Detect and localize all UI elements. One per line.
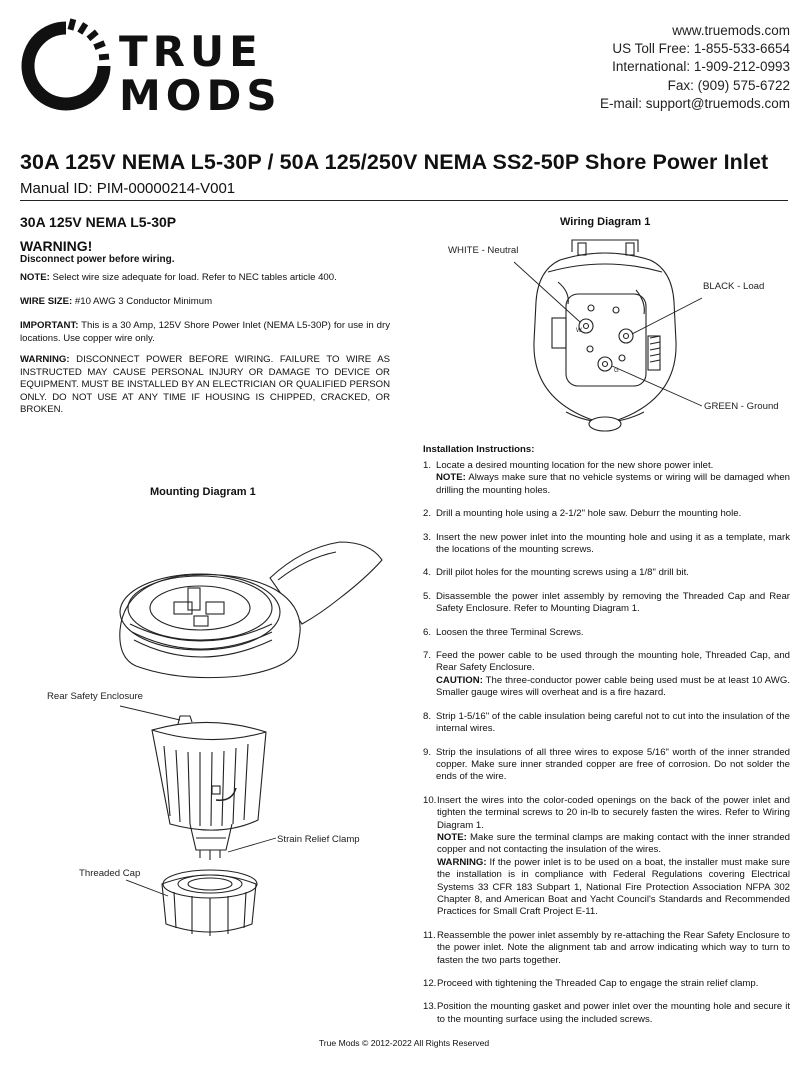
important-paragraph <box>20 320 390 345</box>
threaded-cap-label: Threaded Cap <box>79 868 141 879</box>
rear-enclosure-leader <box>120 706 180 720</box>
step-10: 10. Insert the wires into the color-coded openings on the back of the power inlet and tighten the terminal screws to 20 in-lb to securely fasten the wires. Refer to Wiring Diagram 1. NOTE: Make sure the terminal clamps are making contact with the inner stranded copper and not contacting the insulation of the wires. WARNING: If the power inlet is to be used on a boat, the installer must make sure the installation is in compliance with Federal Regulations covering Electrical Systems 33 CFR 183 Subpart 1, National Fire Protection Association NFPA 302 Chapter 8, and American Boat and Yacht Council's Standards and Recommended Practices for Small Craft Project E-11. <box>423 794 790 918</box>
title-divider <box>20 200 788 201</box>
toll-free-phone: US Toll Free: 1-855-533-6654 <box>612 41 790 57</box>
terminal-g-label: G <box>614 368 619 374</box>
warning-subheading: Disconnect power before wiring. <box>20 254 175 265</box>
footer-copyright: True Mods © 2012-2022 All Rights Reserved <box>318 1038 490 1048</box>
step-1: 1. Locate a desired mounting location for the new shore power inlet. NOTE: Always make sure that no vehicle systems or wiring will be damaged when drilling the mounting holes. <box>423 460 790 496</box>
important-text: This is a 30 Amp, 125V Shore Power Inlet (NEMA L5-30P) for use in dry locations. Use copper wire only. <box>20 320 390 344</box>
mounting-diagram-title: Mounting Diagram 1 <box>150 486 256 498</box>
step-4: 4. Drill pilot holes for the mounting screws using a 1/8" drill bit. <box>423 567 689 579</box>
step-2: 2. Drill a mounting hole using a 2-1/2" hole saw. Deburr the mounting hole. <box>423 508 742 520</box>
note-text: Select wire size adequate for load. Refer to NEC tables article 400. <box>49 272 337 283</box>
brand-line1: TRUE <box>119 27 263 76</box>
warning-paragraph <box>20 354 390 417</box>
true-mods-logo <box>14 14 284 114</box>
wire-size-label: WIRE SIZE: <box>20 296 73 307</box>
warning-label: WARNING: <box>20 354 70 365</box>
international-phone: International: 1-909-212-0993 <box>612 59 790 75</box>
threaded-cap-leader <box>126 880 168 896</box>
strain-relief-leader <box>228 838 276 852</box>
document-title: 30A 125V NEMA L5-30P / 50A 125/250V NEMA SS2-50P Shore Power Inlet <box>20 150 769 174</box>
white-neutral-label: WHITE - Neutral <box>448 245 519 256</box>
inlet-body-icon <box>120 575 300 678</box>
fax-number: Fax: (909) 575-6722 <box>667 77 790 93</box>
step-3: 3. Insert the new power inlet into the mounting hole and using it as a template, mark the locations of the mounting screws. <box>423 531 790 556</box>
warning-text: DISCONNECT POWER BEFORE WIRING. FAILURE TO WIRE AS INSTRUCTED MAY CAUSE PERSONAL INJURY OR DAMAGE TO DEVICE OR EQUIPMENT. MUST BE INSTALLED BY AN ELECTRICIAN OR QUALIFIED PERSON ONLY. DO NOT USE AT ANY TIME IF HOUSING IS CHIPPED, CRACKED, OR BROKEN. <box>20 354 390 416</box>
note-paragraph <box>20 272 390 285</box>
inlet-housing-outline <box>534 253 676 424</box>
wire-size-paragraph <box>20 296 390 309</box>
terminal-w-label: W <box>576 328 582 334</box>
note-label: NOTE: <box>20 272 50 283</box>
installation-steps <box>423 460 790 1037</box>
step-8: 8. Strip 1-5/16" of the cable insulation being careful not to cut into the insulation of the internal wires. <box>423 710 790 735</box>
website-link[interactable]: www.truemods.com <box>672 23 790 38</box>
wiring-diagram-title: Wiring Diagram 1 <box>560 216 651 228</box>
rear-enclosure-icon <box>152 722 266 830</box>
black-leader-line <box>632 298 702 334</box>
white-leader-line <box>514 262 580 322</box>
section-title: 30A 125V NEMA L5-30P <box>20 214 177 230</box>
brand-line2: MODS <box>119 71 282 114</box>
step-5: 5. Disassemble the power inlet assembly by removing the Threaded Cap and Rear Safety Enclosure. Refer to Mounting Diagram 1. <box>423 590 790 615</box>
wire-size-text: #10 AWG 3 Conductor Minimum <box>72 296 213 307</box>
green-ground-label: GREEN - Ground <box>704 401 779 412</box>
strain-relief-clamp-label: Strain Relief Clamp <box>277 834 360 845</box>
black-load-label: BLACK - Load <box>703 281 765 292</box>
step-7: 7. Feed the power cable to be used through the mounting hole, Threaded Cap, and Rear Safety Enclosure. CAUTION: The three-conductor power cable being used must be at least 10 AWG. Smaller gauge wires will overheat and is a fire hazard. <box>423 650 790 699</box>
step-13: 13. Position the mounting gasket and power inlet over the mounting hole and secure it to the mounting surface using the included screws. <box>423 1001 790 1025</box>
step-6: 6. Loosen the three Terminal Screws. <box>423 626 584 638</box>
support-email[interactable]: E-mail: support@truemods.com <box>599 95 790 111</box>
rear-safety-enclosure-label: Rear Safety Enclosure <box>47 691 143 702</box>
warning-heading: WARNING! <box>20 238 93 254</box>
logo-ring-icon <box>28 18 109 104</box>
step-11: 11. Reassemble the power inlet assembly by re-attaching the Rear Safety Enclosure to the power inlet. Note the alignment tab and arrow indicating which way to turn to fasten the two parts together. <box>423 929 791 966</box>
step-12: 12. Proceed with tightening the Threaded Cap to engage the strain relief clamp. <box>423 978 759 989</box>
installation-heading: Installation Instructions: <box>423 444 535 455</box>
inlet-tab-icon <box>572 240 638 252</box>
contact-block <box>600 22 790 113</box>
step-9: 9. Strip the insulations of all three wires to expose 5/16" worth of the inner stranded copper. Make sure inner stranded copper are free of corrosion. Do not solder the ends of the wire. <box>423 746 790 783</box>
manual-id: Manual ID: PIM-00000214-V001 <box>20 180 236 197</box>
important-label: IMPORTANT: <box>20 320 79 331</box>
